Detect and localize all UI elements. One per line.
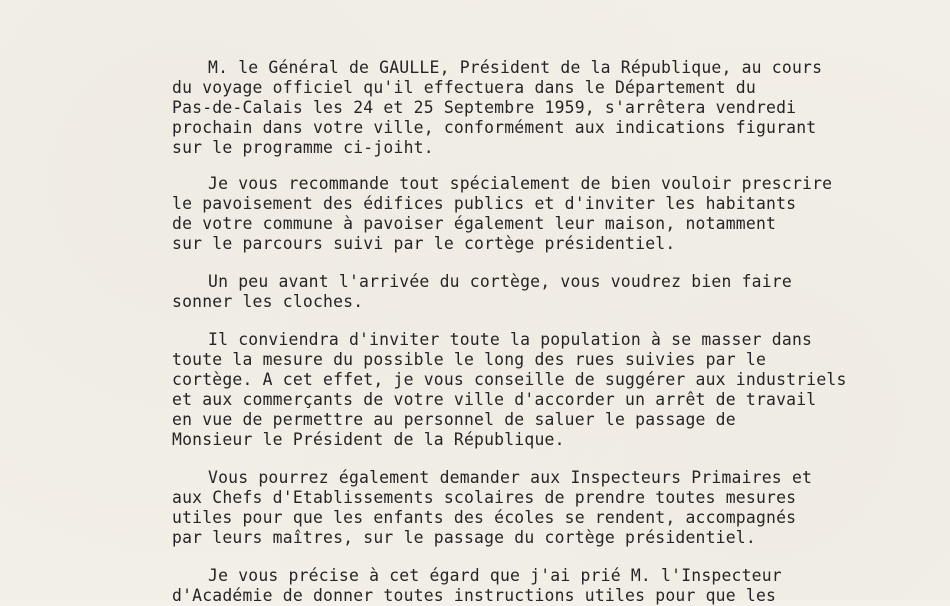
letter-line: cortège. A cet effet, je vous conseille de suggérer aux industriels [172,370,847,389]
letter-line: sonner les cloches. [172,292,364,311]
letter-line: Je vous recommande tout spécialement de bien vouloir prescrire [208,174,833,193]
letter-line: Il conviendra d'inviter toute la population à se masser dans [208,330,813,349]
letter-line: en vue de permettre au personnel de saluer le passage de [172,410,736,429]
letter-line: sur le programme ci-joiht. [172,138,434,157]
letter-line: du voyage officiel qu'il effectuera dans le Département du [172,78,756,97]
letter-line: le pavoisement des édifices publics et d'inviter les habitants [172,194,797,213]
letter-line: sur le parcours suivi par le cortège présidentiel. [172,234,676,253]
letter-line: de votre commune à pavoiser également leur maison, notamment [172,214,777,233]
letter-line: par leurs maîtres, sur le passage du cortège présidentiel. [172,528,756,547]
letter-line: et aux commerçants de votre ville d'accorder un arrêt de travail [172,390,817,409]
letter-line: Monsieur le Président de la République. [172,430,565,449]
letter-line: M. le Général de GAULLE, Président de la République, au cours [208,58,823,77]
letter-line: aux Chefs d'Etablissements scolaires de prendre toutes mesures [172,488,797,507]
letter-line: Je vous précise à cet égard que j'ai prié M. l'Inspecteur [208,566,782,585]
letter-line: prochain dans votre ville, conformément aux indications figurant [172,118,817,137]
letter-line: utiles pour que les enfants des écoles se rendent, accompagnés [172,508,797,527]
letter-line: Pas-de-Calais les 24 et 25 Septembre 1959, s'arrêtera vendredi [172,98,797,117]
letter-line: toute la mesure du possible le long des rues suivies par le [172,350,767,369]
letter-line: Un peu avant l'arrivée du cortège, vous voudrez bien faire [208,272,792,291]
letter-line: Vous pourrez également demander aux Inspecteurs Primaires et [208,468,813,487]
letter-line: d'Académie de donner toutes instructions utiles pour que les [172,586,777,605]
